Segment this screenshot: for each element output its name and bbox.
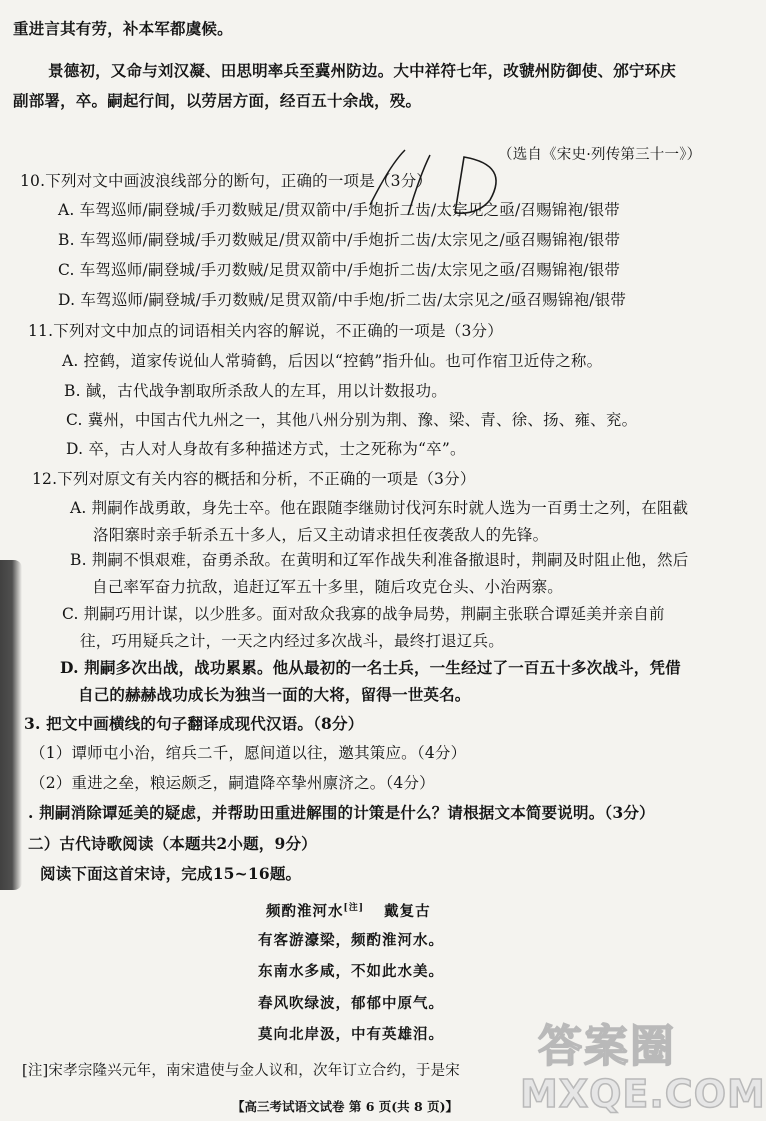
poem-title: 频酌淮河水 [266,902,344,920]
scan-shadow [0,560,22,890]
poem-line-2: 东南水多咸，不如此水美。 [258,963,444,980]
q10-option-a: A. 车驾巡师/嗣登城/手刃数贼足/贯双箭中/手炮折二齿/太宗见之亟/召赐锦袍/银带 [58,201,621,219]
q12-option-b-line1: B. 荆嗣不惧艰难，奋勇杀敌。在黄明和辽军作战失利准备撤退时，荆嗣及时阻止他，然后 [70,551,689,569]
poem-note: [注]宋孝宗隆兴元年，南宋遣使与金人议和，次年订立合约，于是宋 [22,1063,461,1079]
poem-author: 戴复古 [384,902,431,920]
q12-option-b-line2: 自己率军奋力抗敌，追赶辽军五十多里，随后攻克仓头、小治两寨。 [92,578,564,596]
q13-sentence-1: （1）谭师屯小治，绾兵二千，愿间道以往，邀其策应。（4分） [30,744,467,762]
q12-stem: 12.下列对原文有关内容的概括和分析，不正确的一项是（3分） [32,470,476,488]
handwritten-answer-letter: D [465,195,466,196]
poem-note-mark: [注] [343,903,365,913]
watermark [520,1010,766,1120]
q11-option-a: A. 控鹤，道家传说仙人常骑鹤，后因以“控鹤”指升仙。也可作宿卫近侍之称。 [62,352,603,370]
q12-option-c-line1: C. 荆嗣巧用计谋，以少胜多。面对敌众我寡的战争局势，荆嗣主张联合谭延美并亲自前 [62,605,665,623]
q11-option-b: B. 馘，古代战争割取所杀敌人的左耳，用以计数报功。 [64,382,447,400]
q14-stem: . 荆嗣消除谭延美的疑虑，并帮助田重进解围的计策是什么？请根据文本简要说明。（3分） [28,803,655,822]
q12-option-d-line1: D. 荆嗣多次出战，战功累累。他从最初的一名士兵，一生经过了一百五十多次战斗，凭借 [60,658,681,677]
section-instruction: 阅读下面这首宋诗，完成15~16题。 [40,864,302,883]
watermark-top: 答案圈 [538,1021,676,1072]
passage-source: （选自《宋史·列传第三十一》） [498,147,702,163]
q11-stem: 11.下列对文中加点的词语相关内容的解说，不正确的一项是（3分） [28,322,503,340]
passage-line-3: 副部署，卒。嗣起行间，以劳居方面，经百五十余战，殁。 [13,91,422,110]
q11-option-d: D. 卒，古人对人身故有多种描述方式，士之死称为“卒”。 [66,440,466,458]
section-heading: 二）古代诗歌阅读（本题共2小题，9分） [28,834,317,853]
q10-option-d: D. 车驾巡师/嗣登城/手刃数贼/足贯双箭/中手炮/折二齿/太宗见之/亟召赐锦袍/银带 [58,291,627,309]
q12-option-d-line2: 自己的赫赫战功成长为独当一面的大将，留得一世英名。 [78,685,471,704]
passage-line-1: 重进言其有劳，补本军都虞候。 [13,19,233,38]
poem-title-line [266,897,431,923]
poem-line-4: 莫向北岸汲，中有英雄泪。 [258,1026,444,1043]
poem-line-1: 有客游濠梁，频酌淮河水。 [258,932,444,949]
watermark-bottom: MXQE.COM [520,1072,766,1116]
page-footer: 【高三考试语文试卷 第 6 页(共 8 页)】 [232,1099,458,1114]
q10-option-b: B. 车驾巡师/嗣登城/手刃数贼足/贯双箭中/手炮折二齿/太宗见之/亟召赐锦袍/银带 [58,231,621,249]
q12-option-a-line1: A. 荆嗣作战勇敢，身先士卒。他在跟随李继勋讨伐河东时就人选为一百勇士之列，在阻截 [70,499,689,517]
q12-option-c-line2: 往，巧用疑兵之计，一天之内经过多次战斗，最终打退辽兵。 [80,632,504,650]
poem-line-3: 春风吹绿波，郁郁中原气。 [258,995,444,1012]
q10-stem: 10.下列对文中画波浪线部分的断句，正确的一项是（3分） [20,172,433,190]
q12-option-a-line2: 洛阳寨时亲手斩杀五十多人，后又主动请求担任夜袭敌人的先锋。 [93,526,549,544]
passage-line-2: 景德初，又命与刘汉凝、田思明率兵至冀州防边。大中祥符七年，改虢州防御使、邠宁环庆 [48,61,677,80]
q10-option-c: C. 车驾巡师/嗣登城/手刃数贼/足贯双箭中/手炮折二齿/太宗见之亟/召赐锦袍/银带 [58,261,621,279]
q11-option-c: C. 冀州，中国古代九州之一，其他八州分别为荆、豫、梁、青、徐、扬、雍、兖。 [66,411,638,429]
q13-stem: 3. 把文中画横线的句子翻译成现代汉语。（8分） [24,714,364,733]
q13-sentence-2: （2）重进之垒，粮运颇乏，嗣遣降卒挚州廪济之。（4分） [30,774,435,792]
